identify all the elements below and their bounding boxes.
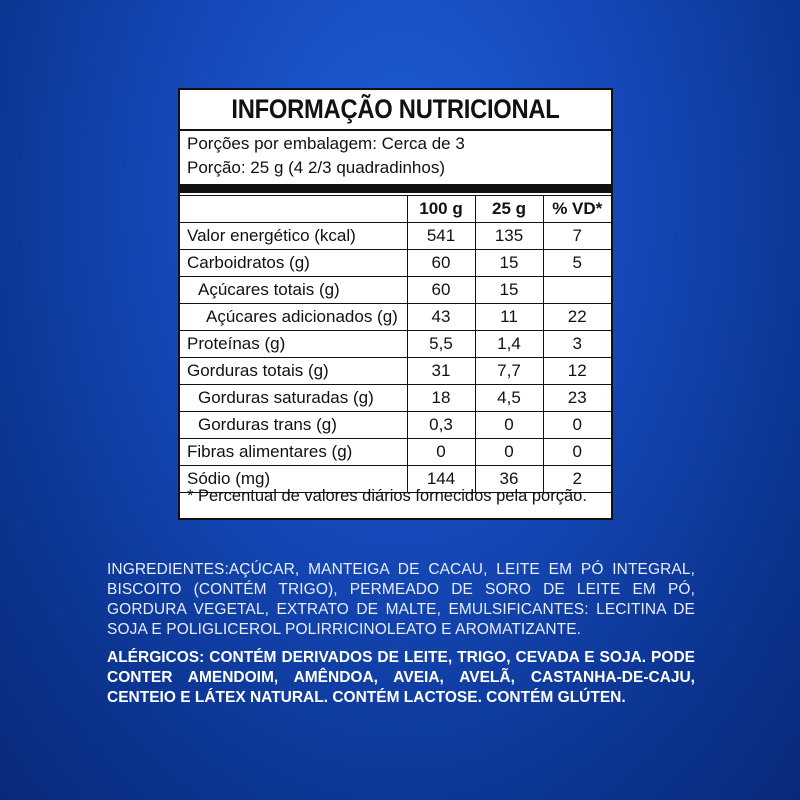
column-header-vd: % VD*: [543, 196, 611, 223]
servings-per-package: Porções por embalagem: Cerca de 3: [187, 134, 465, 153]
value-25g: 135: [475, 223, 543, 250]
value-25g: 11: [475, 304, 543, 331]
value-100g: 0: [407, 439, 475, 466]
value-vd: 22: [543, 304, 611, 331]
value-100g: 18: [407, 385, 475, 412]
value-25g: 36: [475, 466, 543, 493]
row-label: Sódio (mg): [180, 466, 407, 493]
row-label: Açúcares adicionados (g): [180, 304, 407, 331]
value-vd: 3: [543, 331, 611, 358]
row-label: Proteínas (g): [180, 331, 407, 358]
nutrition-title: INFORMAÇÃO NUTRICIONAL: [231, 94, 560, 124]
value-100g: 541: [407, 223, 475, 250]
value-100g: 31: [407, 358, 475, 385]
table-row: [180, 439, 611, 466]
value-25g: 0: [475, 412, 543, 439]
row-label: Valor energético (kcal): [180, 223, 407, 250]
value-vd: 12: [543, 358, 611, 385]
table-row: [180, 277, 611, 304]
value-100g: 60: [407, 277, 475, 304]
table-row: [180, 250, 611, 277]
footnote: * Percentual de valores diários fornecidos pela porção.: [187, 487, 587, 505]
serving-size: Porção: 25 g (4 2/3 quadradinhos): [187, 158, 446, 177]
row-label: Gorduras trans (g): [180, 412, 407, 439]
value-vd: 5: [543, 250, 611, 277]
value-100g: 144: [407, 466, 475, 493]
value-100g: 43: [407, 304, 475, 331]
value-vd: 7: [543, 223, 611, 250]
value-25g: 0: [475, 439, 543, 466]
row-label: Fibras alimentares (g): [180, 439, 407, 466]
value-25g: 15: [475, 250, 543, 277]
header-blank: [180, 196, 407, 223]
column-header-100g: 100 g: [407, 196, 475, 223]
nutrition-grid: [180, 195, 611, 493]
table-row: [180, 331, 611, 358]
table-row: [180, 304, 611, 331]
value-25g: 4,5: [475, 385, 543, 412]
table-row: [180, 412, 611, 439]
value-vd: [543, 277, 611, 304]
row-label: Gorduras saturadas (g): [180, 385, 407, 412]
header-row: [180, 196, 611, 223]
title-divider: [180, 129, 611, 131]
value-100g: 0,3: [407, 412, 475, 439]
value-vd: 0: [543, 439, 611, 466]
value-vd: 2: [543, 466, 611, 493]
ingredients-text: INGREDIENTES:AÇÚCAR, MANTEIGA DE CACAU, LEITE EM PÓ INTEGRAL, BISCOITO (CONTÉM TRIGO), PERMEADO DE SORO DE LEITE EM PÓ, GORDURA VEGETAL, EXTRATO DE MALTE, EMULSIFICANTES: LECITINA DE SOJA E POLIGLICEROL POLIRRICINOLEATO E AROMATIZANTE.: [107, 561, 695, 638]
allergens-text: ALÉRGICOS: CONTÉM DERIVADOS DE LEITE, TRIGO, CEVADA E SOJA. PODE CONTER AMENDOIM, AMÊNDOA, AVEIA, AVELÃ, CASTANHA-DE-CAJU, CENTEIO E LÁTEX NATURAL. CONTÉM LACTOSE. CONTÉM GLÚTEN.: [107, 649, 695, 706]
row-label: Açúcares totais (g): [180, 277, 407, 304]
value-vd: 0: [543, 412, 611, 439]
table-row: [180, 223, 611, 250]
value-vd: 23: [543, 385, 611, 412]
row-label: Carboidratos (g): [180, 250, 407, 277]
value-100g: 60: [407, 250, 475, 277]
value-25g: 15: [475, 277, 543, 304]
row-label: Gorduras totais (g): [180, 358, 407, 385]
value-25g: 1,4: [475, 331, 543, 358]
column-header-25g: 25 g: [475, 196, 543, 223]
thick-divider: [180, 184, 611, 193]
table-row: [180, 358, 611, 385]
value-100g: 5,5: [407, 331, 475, 358]
table-row: [180, 385, 611, 412]
nutrition-facts-table: [178, 88, 613, 520]
value-25g: 7,7: [475, 358, 543, 385]
